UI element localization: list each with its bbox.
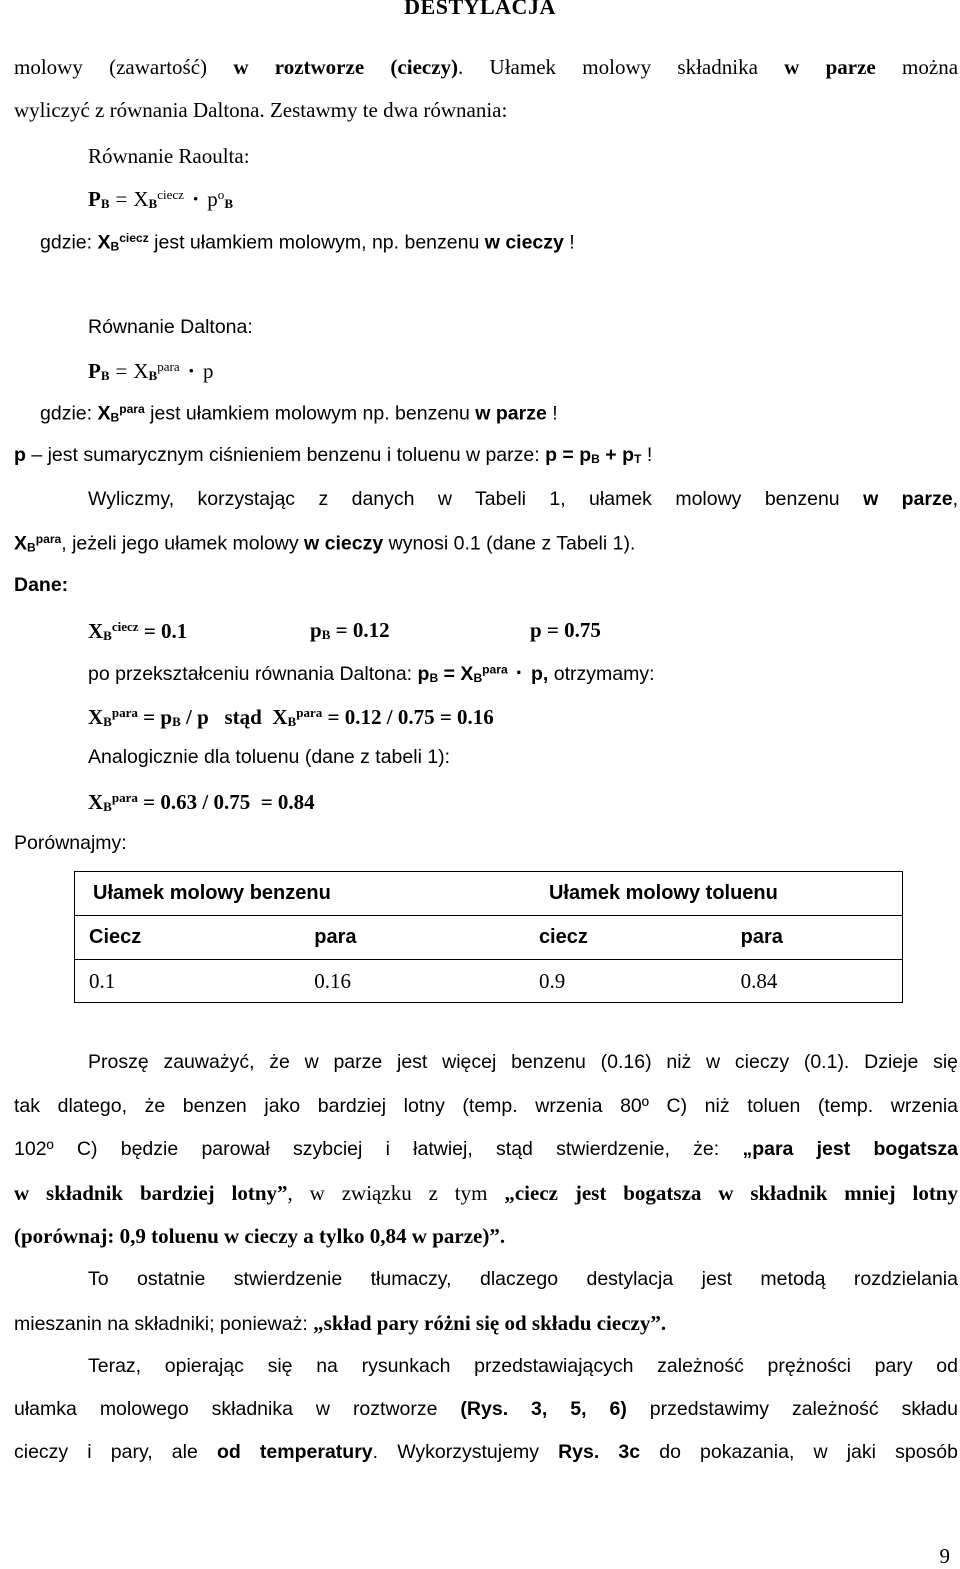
symbol: p — [202, 359, 214, 384]
symbol: P — [88, 187, 101, 212]
bold-span: w składnik bardziej lotny” — [14, 1181, 288, 1205]
superscript: para — [35, 532, 62, 546]
calc-intro — [88, 490, 958, 510]
text-span: Wyliczmy, korzystając z danych w Tabeli 1, ułamek molowy benzenu — [88, 488, 864, 510]
text-span: ! — [563, 231, 575, 254]
result-benzen — [88, 706, 494, 728]
bold-span: od temperatury — [216, 1441, 373, 1463]
subscript: B — [100, 196, 110, 212]
table-cell: 0.1 — [75, 960, 295, 1003]
text-line — [14, 1183, 958, 1204]
subscript: B — [100, 368, 110, 384]
superscript: ciecz — [111, 619, 139, 634]
subscript: B — [110, 410, 120, 425]
page-number: 9 — [939, 1544, 950, 1568]
text-line — [14, 57, 958, 78]
multiply-dot: · — [515, 660, 524, 685]
text-span: ! — [641, 444, 653, 466]
dane-x — [88, 620, 187, 642]
calc-intro-cont — [14, 533, 635, 554]
superscript: ciecz — [157, 187, 184, 202]
bold-span: + p — [599, 444, 635, 466]
table-cell: ciecz — [529, 916, 741, 960]
text-line — [14, 1140, 958, 1160]
text-span: , — [952, 488, 958, 510]
table-cell: Ciecz — [75, 916, 295, 960]
text-span: do pokazania, w jaki sposób — [640, 1441, 958, 1463]
bold-span: w cieczy — [304, 532, 384, 555]
table-cell: 0.84 — [741, 960, 903, 1003]
comparison-table — [74, 871, 903, 1003]
text-span: przedstawimy zależność składu — [626, 1398, 958, 1420]
superscript: para — [111, 790, 138, 805]
text-span: = p — [137, 705, 173, 730]
superscript: para — [157, 359, 180, 374]
superscript: para — [119, 402, 145, 416]
bold-span: w roztworze (cieczy) — [233, 55, 459, 79]
subscript: B — [429, 670, 439, 685]
superscript: para — [296, 705, 323, 720]
text-span: jest ułamkiem molowym, np. benzenu — [148, 231, 485, 254]
table-cell: para — [294, 916, 529, 960]
subscript: B — [172, 714, 181, 730]
symbol: X — [88, 705, 104, 730]
page-title: DESTYLACJA — [404, 0, 556, 19]
text-span: , w związku z tym — [287, 1181, 505, 1205]
bold-span: „skład pary różni się od składu cieczy”. — [313, 1311, 667, 1335]
subscript: B — [103, 714, 112, 730]
symbol: p — [207, 187, 218, 212]
text-span: – jest sumarycznym ciśnieniem benzenu i toluenu w parze: — [25, 444, 546, 466]
text-line: (porównaj: 0,9 toluenu w cieczy a tylko 0,84 w parze)”. — [14, 1224, 506, 1248]
equals: = — [115, 359, 128, 384]
raoult-definition — [40, 232, 575, 253]
text-line — [14, 1443, 958, 1463]
subscript: B — [224, 196, 233, 212]
text-span: . Ułamek molowy składnika — [458, 55, 785, 79]
symbol: X — [97, 231, 111, 254]
bold-span: (Rys. 3, 5, 6) — [460, 1398, 627, 1420]
symbol: X — [460, 663, 474, 685]
bold-span: p = p — [545, 444, 592, 466]
raoult-heading: Równanie Raoulta: — [88, 144, 250, 168]
text-line: wyliczyć z równania Daltona. Zestawmy te dwa równania: — [14, 98, 508, 122]
symbol: X — [272, 705, 288, 730]
text-span: , jeżeli jego ułamek molowy — [61, 532, 305, 555]
symbol: X — [97, 402, 111, 425]
superscript: o — [217, 187, 225, 202]
symbol: X — [88, 790, 104, 815]
analog-line: Analogicznie dla toluenu (dane z tabeli 1): — [88, 746, 451, 768]
symbol: X — [14, 532, 28, 555]
text-span: / p stąd — [180, 705, 273, 730]
table-header-benzen: Ułamek molowy benzenu — [75, 872, 529, 916]
subscript: B — [148, 368, 158, 384]
text-line: tak dlatego, że benzen jako bardziej lotny (temp. wrzenia 80º C) niż toluen (temp. wrzenia — [14, 1095, 958, 1117]
text-span: ułamka molowego składnika w roztworze — [14, 1398, 461, 1420]
value: = 0.63 / 0.75 = 0.84 — [137, 790, 315, 815]
superscript: para — [482, 662, 508, 677]
result-toluen — [88, 791, 315, 813]
bold-span: „ciecz jest bogatsza w składnik mniej lotny — [504, 1181, 958, 1205]
bold-span: w parze — [863, 488, 953, 510]
text-line — [14, 1400, 958, 1420]
symbol: p — [310, 618, 322, 642]
dalton-heading: Równanie Daltona: — [88, 316, 253, 338]
subscript: B — [148, 196, 158, 212]
dalton-equation: $P_B = X_B^{para} \cdot p$ — [88, 358, 214, 384]
equals: = — [438, 663, 461, 685]
text-span: otrzymamy: — [548, 663, 655, 685]
bold-span: w parze — [784, 55, 876, 79]
subscript: B — [110, 239, 120, 254]
dane-pb — [310, 620, 390, 641]
bold-span: w cieczy — [484, 231, 564, 254]
symbol: p — [417, 663, 430, 685]
text-line: Proszę zauważyć, że w parze jest więcej benzenu (0.16) niż w cieczy (0.1). Dzieje się — [88, 1051, 958, 1073]
text-span: 102º C) będzie parował szybciej i łatwiej, stąd stwierdzenie, że: — [14, 1138, 743, 1160]
subscript: T — [634, 451, 642, 466]
subscript: B — [473, 670, 483, 685]
porownajmy-label: Porównajmy: — [14, 832, 127, 854]
superscript: para — [111, 705, 138, 720]
text-span: gdzie: — [40, 402, 98, 425]
text-span: można — [875, 55, 959, 79]
subscript: B — [287, 714, 297, 730]
symbol: p — [14, 444, 26, 466]
transform-line — [88, 662, 655, 685]
text-span: jest ułamkiem molowym np. benzenu — [144, 402, 476, 425]
text-span: mieszanin na składniki; ponieważ: — [14, 1313, 314, 1335]
symbol: P — [88, 359, 101, 384]
value: = 0.12 — [330, 618, 390, 642]
dane-label: Dane: — [14, 574, 69, 596]
text-span: po przekształceniu równania Daltona: — [88, 663, 418, 685]
text-span: molowy (zawartość) — [14, 55, 234, 79]
subscript: B — [103, 628, 112, 644]
bold-span: Rys. 3c — [558, 1441, 641, 1463]
dalton-definition — [40, 403, 558, 424]
table-row — [75, 872, 903, 916]
table-cell: 0.16 — [294, 960, 529, 1003]
subscript: B — [103, 799, 112, 815]
table-cell: 0.9 — [529, 960, 741, 1003]
text-span: . Wykorzystujemy — [372, 1441, 559, 1463]
sum-pressure-line — [14, 446, 652, 466]
superscript: ciecz — [119, 231, 149, 245]
text-line: Teraz, opierając się na rysunkach przedstawiających zależność prężności pary od — [88, 1355, 958, 1377]
subscript: B — [591, 451, 600, 466]
bold-span: p, — [531, 663, 549, 685]
table-cell: para — [741, 916, 903, 960]
symbol: X — [88, 619, 104, 644]
text-span: cieczy i pary, ale — [14, 1441, 217, 1463]
table-header-toluen: Ułamek molowy toluenu — [529, 872, 903, 916]
subscript: B — [27, 540, 36, 555]
multiply-dot: · — [191, 186, 200, 212]
subscript: B — [321, 626, 331, 642]
text-span: gdzie: — [40, 231, 98, 254]
value: = 0.12 / 0.75 = 0.16 — [322, 705, 494, 730]
value: = 0.1 — [138, 619, 188, 644]
table-row — [75, 960, 903, 1003]
dane-p: p = 0.75 — [530, 618, 601, 642]
bold-span: w parze — [475, 402, 547, 425]
table-row — [75, 916, 903, 960]
bold-span: „para jest bogatsza — [742, 1138, 959, 1160]
text-line: To ostatnie stwierdzenie tłumaczy, dlaczego destylacja jest metodą rozdzielania — [88, 1268, 958, 1290]
equals: = — [115, 187, 128, 212]
text-line — [14, 1313, 666, 1335]
text-span: wynosi 0.1 (dane z Tabeli 1). — [383, 532, 636, 555]
text-span: ! — [546, 402, 558, 425]
raoult-equation: $P_B = X_B^{ciecz} \cdot p^o_B$ — [88, 186, 233, 212]
multiply-dot: · — [187, 358, 195, 384]
